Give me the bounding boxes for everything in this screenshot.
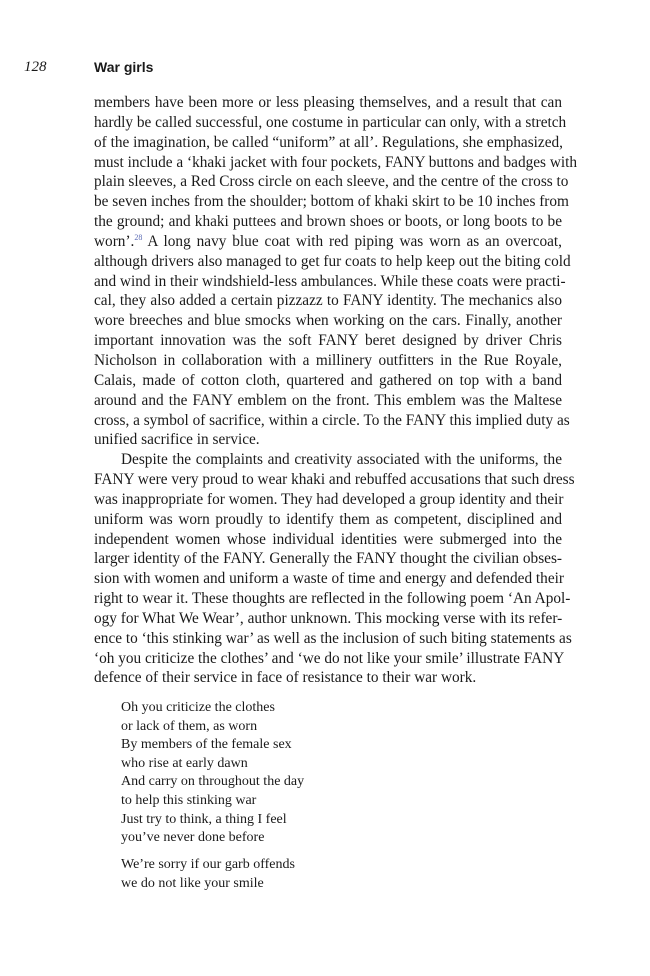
text-line [94, 232, 562, 252]
footnote-ref[interactable]: 28 [134, 232, 143, 242]
poem-line: we do not like your smile [121, 875, 264, 891]
text-line: cal, they also added a certain pizzazz to FANY identity. The mechanics also [94, 292, 562, 310]
text-line: must include a ‘khaki jacket with four pockets, FANY buttons and badges with [94, 153, 578, 171]
poem-line: Oh you criticize the clothes [121, 700, 275, 715]
text-line: ‘oh you criticize the clothes’ and ‘we do not like your smile’ illustrate FANY [94, 649, 565, 667]
text-line: independent women whose individual identities were submerged into the [94, 530, 562, 548]
poem-line: And carry on throughout the day [121, 774, 305, 790]
text-line: uniform was worn proudly to identify them as competent, disciplined and [94, 510, 562, 528]
body-text [94, 93, 578, 688]
paragraph [94, 93, 578, 450]
text-line: members have been more or less pleasing themselves, and a result that can [94, 94, 562, 111]
text-line: Calais, made of cotton cloth, quartered and gathered on top with a band [94, 371, 562, 389]
text-line: be seven inches from the shoulder; bottom of khaki skirt to be 10 inches from [94, 193, 569, 211]
text-line: Nicholson in collaboration with a millinery outfitters in the Rue Royale, [94, 351, 562, 369]
text-line: right to wear it. These thoughts are reflected in the following poem ‘An Apol- [94, 590, 571, 608]
text-line: was inappropriate for women. They had developed a group identity and their [94, 490, 564, 508]
poem-line: you’ve never done before [121, 830, 265, 846]
text-line: hardly be called successful, one costume in particular can only, with a stretch [94, 113, 567, 131]
poem-line: We’re sorry if our garb offends [121, 857, 295, 873]
text-line: cross, a symbol of sacrifice, within a circle. To the FANY this implied duty as [94, 411, 570, 429]
text-line: unified sacrifice in service. [94, 431, 260, 449]
text-line: of the imagination, be called “uniform” at all’. Regulations, she emphasized, [94, 133, 563, 151]
poem-stanza [121, 699, 304, 848]
text-line: ence to ‘this stinking war’ as well as the inclusion of such biting statements as [94, 629, 572, 647]
text-line: wore breeches and blue smocks when working on the cars. Finally, another [94, 312, 562, 330]
text-fragment: worn’. [94, 232, 135, 250]
text-line: sion with women and uniform a waste of time and energy and defended their [94, 570, 564, 588]
paragraph [94, 450, 575, 688]
text-line: around and the FANY emblem on the front. This emblem was the Maltese [94, 391, 562, 409]
text-line: FANY were very proud to wear khaki and rebuffed accusations that such dress [94, 471, 575, 489]
poem-line: By members of the female sex [121, 737, 292, 753]
text-line: ogy for What We Wear’, author unknown. This mocking verse with its refer- [94, 609, 563, 627]
text-line: important innovation was the soft FANY beret designed by driver Chris [94, 332, 562, 350]
text-line: although drivers also managed to get fur coats to help keep out the biting cold [94, 252, 571, 270]
text-line: plain sleeves, a Red Cross circle on each sleeve, and the centre of the cross to [94, 173, 569, 191]
poem [121, 699, 304, 902]
text-line: and wind in their windshield-less ambulances. While these coats were practi- [94, 272, 566, 290]
text-fragment: A long navy blue coat with red piping was worn as an overcoat, [142, 232, 562, 250]
running-title: War girls [94, 59, 154, 75]
text-line: defence of their service in face of resistance to their war work. [94, 669, 477, 687]
text-line: Despite the complaints and creativity associated with the uniforms, the [121, 451, 562, 469]
page-number: 128 [24, 59, 47, 75]
text-line: the ground; and khaki puttees and brown shoes or boots, or long boots to be [94, 213, 562, 231]
poem-line: who rise at early dawn [121, 755, 248, 771]
text-line: larger identity of the FANY. Generally the FANY thought the civilian obses- [94, 550, 562, 568]
poem-stanza [121, 856, 304, 893]
poem-line: Just try to think, a thing I feel [121, 811, 287, 827]
running-header [24, 59, 154, 76]
poem-line: or lack of them, as worn [121, 718, 258, 734]
poem-line: to help this stinking war [121, 792, 257, 808]
